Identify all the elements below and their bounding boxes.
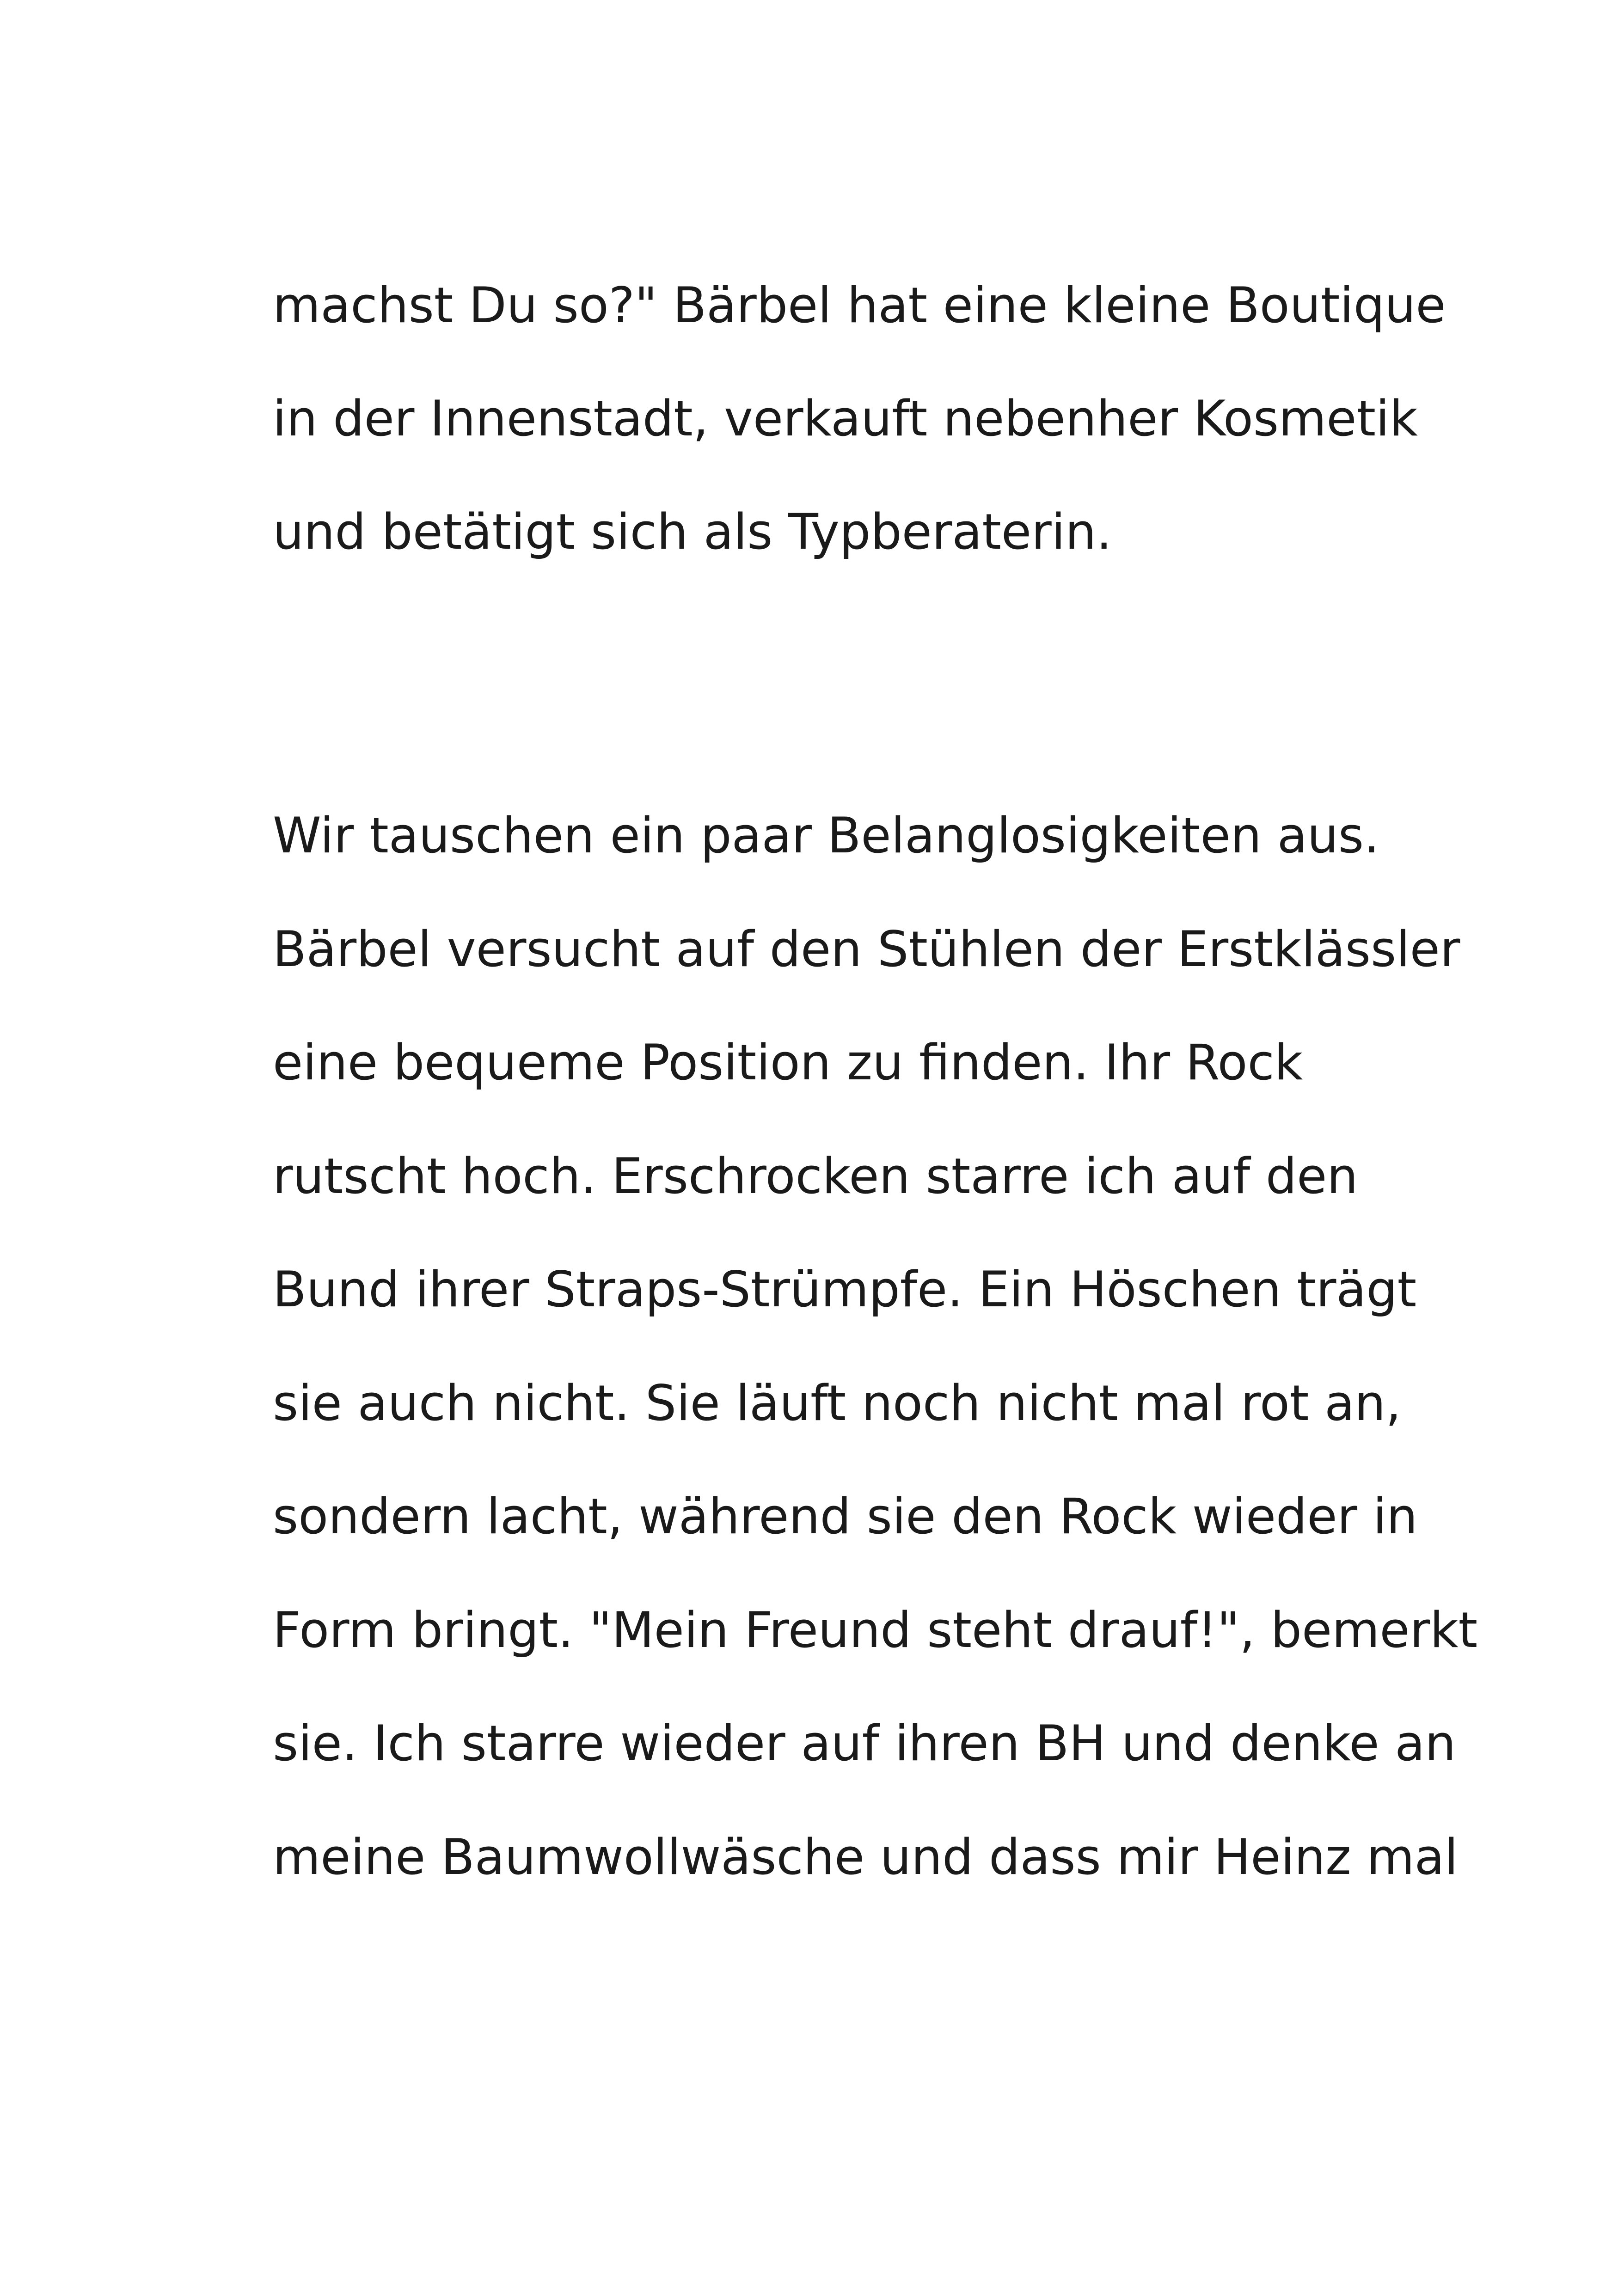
- text-line: Wir tauschen ein paar Belanglosigkeiten aus.: [273, 807, 1379, 864]
- text-line: eine bequeme Position zu finden. Ihr Rock: [273, 1034, 1303, 1091]
- text-line: in der Innenstadt, verkauft nebenher Kosmetik: [273, 390, 1418, 447]
- text-line: meine Baumwollwäsche und dass mir Heinz mal: [273, 1829, 1459, 1886]
- text-line: Form bringt. "Mein Freund steht drauf!", bemerkt: [273, 1602, 1478, 1659]
- text-line: sie. Ich starre wieder auf ihren BH und denke an: [273, 1715, 1456, 1772]
- text-line: und betätigt sich als Typberaterin.: [273, 503, 1112, 560]
- text-line: sie auch nicht. Sie läuft noch nicht mal rot an,: [273, 1375, 1401, 1432]
- text-line: Bärbel versucht auf den Stühlen der Erstklässler: [273, 921, 1460, 978]
- text-line: Bund ihrer Straps-Strümpfe. Ein Höschen trägt: [273, 1261, 1417, 1318]
- text-line: rutscht hoch. Erschrocken starre ich auf den: [273, 1148, 1358, 1205]
- text-line: machst Du so?" Bärbel hat eine kleine Boutique: [273, 277, 1446, 334]
- text-line: sondern lacht, während sie den Rock wieder in: [273, 1488, 1418, 1545]
